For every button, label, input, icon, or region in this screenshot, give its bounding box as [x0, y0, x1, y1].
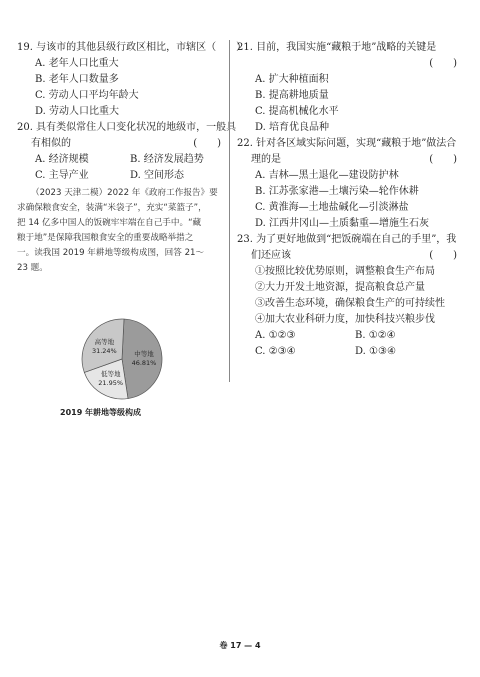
q21-stem: 21. 目前，我国实施“藏粮于地”战略的关键是 [237, 42, 437, 53]
q22-option-c: C. 黄淮海—土地盐碱化—引淡淋盐 [255, 202, 409, 213]
q23-stem-line2 [237, 248, 463, 264]
q20-stem-text: 有相似的 [31, 138, 71, 149]
page-footer: 卷 17 — 4 [219, 641, 261, 650]
q20-option-a: A. 经济规模 [35, 154, 89, 165]
passage-line: 粮于地”是保障我国粮食安全的重要战略举措之 [17, 233, 194, 243]
q20-option-d: D. 空间形态 [130, 170, 185, 181]
q19-option-a: A. 老年人口比重大 [35, 58, 119, 69]
q22-stem-line2 [237, 152, 463, 168]
pie-label-middle-grade-name: 中等地 [134, 349, 154, 358]
q23-options-row2 [237, 344, 463, 360]
pie-label-middle-grade-value: 46.81% [131, 358, 157, 367]
q21-option-a: A. 扩大种植面积 [255, 74, 329, 85]
q20-stem-line1: 20. 具有类似常住人口变化状况的地级市，一般具 [17, 122, 237, 133]
pie-label-high-grade-name: 高等地 [94, 337, 115, 346]
q19-option-b: B. 老年人口数量多 [35, 74, 119, 85]
q20-options-row2 [17, 168, 227, 184]
right-column [237, 40, 463, 360]
q22-option-a: A. 吉林—黑土退化—建设防护林 [255, 170, 399, 181]
q22-stem-line1: 22. 针对各区域实际问题，实现“藏粮于地”做法合 [237, 138, 457, 149]
q22-option-d: D. 江西井冈山—土质黏重—增施生石灰 [255, 218, 430, 229]
q22-option-b: B. 江苏张家港—土壤污染—轮作休耕 [255, 186, 419, 197]
left-column [17, 40, 247, 276]
pie-label-high-grade-value: 31.24% [91, 346, 117, 355]
chart-title: 2019 年耕地等级构成 [60, 408, 142, 417]
q23-item-3: ③改善生态环境，确保粮食生产的可持续性 [255, 298, 445, 309]
pie-chart [52, 314, 192, 399]
q21-option-d: D. 培育优良品种 [255, 122, 330, 133]
q23-options-row1 [237, 328, 463, 344]
q20-answer-bracket: ( ) [193, 138, 221, 149]
q22-answer-bracket: ( ) [429, 154, 457, 165]
passage-line: 23 题。 [17, 263, 48, 273]
q19-option-d: D. 劳动人口比重大 [35, 106, 120, 117]
q23-option-a: A. ①②③ [255, 330, 296, 341]
passage-line: 把 14 亿多中国人的饭碗牢牢端在自己手中。“藏 [17, 218, 202, 228]
q19-stem: 19. 与该市的其他县级行政区相比，市辖区（ ） [17, 42, 247, 53]
q23-option-d: D. ①③④ [355, 346, 396, 357]
q23-item-1: ①按照比较优势原则，调整粮食生产布局 [255, 266, 435, 277]
passage-line: （2023 天津二模）2022 年《政府工作报告》要 [31, 188, 218, 198]
q22-stem-text: 理的是 [251, 154, 281, 165]
passage-line: 一。读我国 2019 年耕地等级构成图，回答 21～ [17, 248, 205, 258]
q19-option-c: C. 劳动人口平均年龄大 [35, 90, 139, 101]
q20-option-c: C. 主导产业 [35, 170, 89, 181]
q21-option-c: C. 提高机械化水平 [255, 106, 339, 117]
q23-option-b: B. ①②④ [355, 330, 396, 341]
passage-line: 求确保粮食安全，装满“米袋子”，充实“菜篮子”， [17, 203, 207, 213]
pie-chart-svg [52, 314, 192, 404]
q21-option-b: B. 提高耕地质量 [255, 90, 329, 101]
q20-options-row1 [17, 152, 227, 168]
reading-passage [17, 186, 227, 276]
q21-answer-bracket: ( ) [429, 58, 457, 69]
q23-stem-line1: 23. 为了更好地做到“把饭碗端在自己的手里”，我 [237, 234, 457, 245]
q20-stem-line2 [17, 136, 227, 152]
q20-option-b: B. 经济发展趋势 [130, 154, 204, 165]
q23-option-c: C. ②③④ [255, 346, 296, 357]
q23-item-4: ④加大农业科研力度，加快科技兴粮步伐 [255, 314, 435, 325]
pie-label-low-grade-name: 低等地 [100, 369, 121, 378]
pie-label-low-grade-value: 21.95% [98, 378, 124, 387]
column-divider [229, 40, 230, 382]
q23-item-2: ②大力开发土地资源，提高粮食总产量 [255, 282, 425, 293]
q21-bracket-line [237, 56, 463, 72]
q23-answer-bracket: ( ) [429, 250, 457, 261]
q23-stem-text: 们还应该 [251, 250, 291, 261]
